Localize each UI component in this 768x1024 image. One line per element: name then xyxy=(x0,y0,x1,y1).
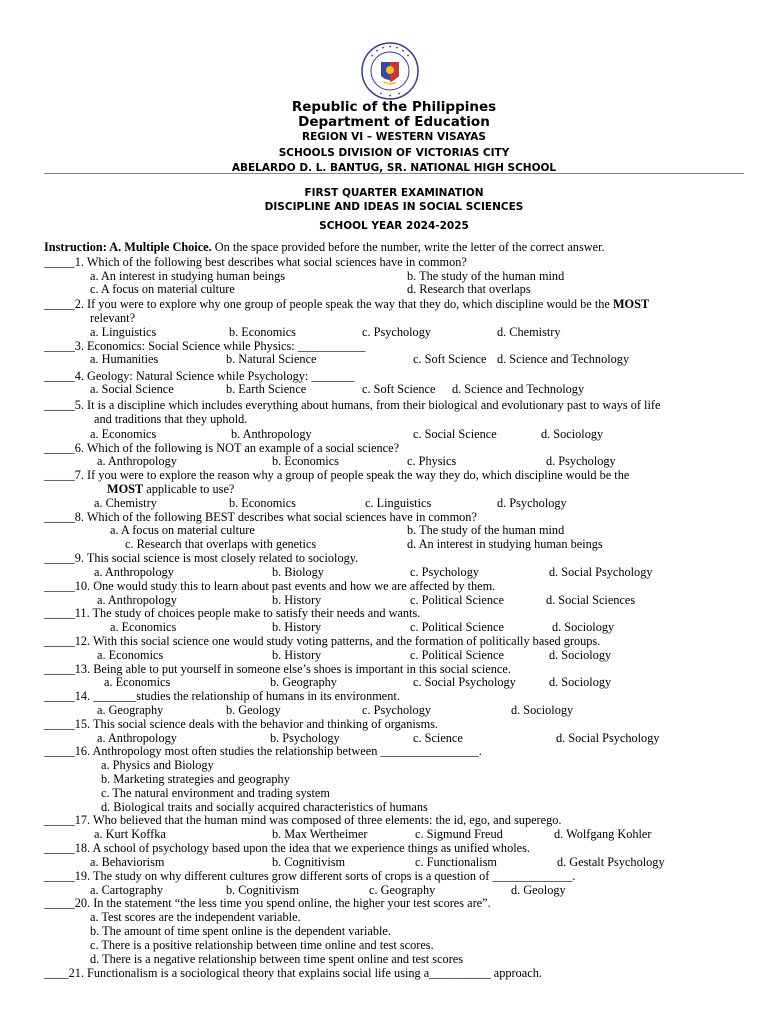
question-line xyxy=(44,398,660,412)
answer-choice xyxy=(272,565,324,579)
answer-choice xyxy=(365,496,431,510)
line-text: c. Political Science xyxy=(410,593,504,607)
answer-choice xyxy=(226,883,299,897)
line-text: _____11. The study of choices people make to satisfy their needs and wants. xyxy=(44,606,421,620)
line-text: _____10. One would study this to learn about past events and how we are affected by them. xyxy=(44,579,496,593)
answer-choice xyxy=(270,731,340,745)
answer-choice xyxy=(413,352,486,366)
answer-choice xyxy=(90,282,235,296)
question-line xyxy=(44,369,354,383)
answer-choice xyxy=(497,496,567,510)
line-text: b. History xyxy=(272,593,322,607)
line-text: _____1. Which of the following best describes what social sciences have in common? xyxy=(44,255,467,269)
line-text: b. Biology xyxy=(272,565,324,579)
answer-choice xyxy=(94,827,166,841)
answer-choice xyxy=(407,454,456,468)
line-text: d. Social Sciences xyxy=(546,593,636,607)
line-text: b. Geology xyxy=(226,703,281,717)
answer-choice xyxy=(272,855,345,869)
question-line xyxy=(44,966,542,980)
answer-choice xyxy=(101,800,428,814)
answer-choice xyxy=(413,427,497,441)
line-text: c. Sigmund Freud xyxy=(415,827,503,841)
line-text: _____6. Which of the following is NOT an example of a social science? xyxy=(44,441,400,455)
line-text: a. Chemistry xyxy=(94,496,157,510)
answer-choice xyxy=(272,593,321,607)
answer-choice xyxy=(407,269,564,283)
question-line xyxy=(44,468,629,482)
question-line xyxy=(44,606,420,620)
answer-choice xyxy=(90,910,301,924)
answer-choice xyxy=(90,311,135,325)
question-line xyxy=(44,339,365,353)
answer-choice xyxy=(231,427,312,441)
line-text: b. Economics xyxy=(229,325,296,339)
line-text: _____18. A school of psychology based upon the idea that we experience things as unified wholes. xyxy=(44,841,530,855)
line-text: c. A focus on material culture xyxy=(90,282,235,296)
answer-choice xyxy=(94,496,157,510)
answer-choice xyxy=(272,454,339,468)
line-text: _____15. This social science deals with the behavior and thinking of organisms. xyxy=(44,717,438,731)
line-text: c. Psychology xyxy=(410,565,479,579)
line-text: b. Geography xyxy=(270,675,337,689)
line-text: b. Cognitivism xyxy=(272,855,346,869)
question-line xyxy=(44,869,575,883)
answer-choice xyxy=(272,827,367,841)
answer-choice xyxy=(362,382,435,396)
question-line xyxy=(44,255,467,269)
line-text: _____9. This social science is most closely related to sociology. xyxy=(44,551,359,565)
answer-choice xyxy=(97,703,163,717)
line-text: _____12. With this social science one would study voting patterns, and the formation of politically based groups. xyxy=(44,634,601,648)
question-line xyxy=(44,841,530,855)
line-text: a. Kurt Koffka xyxy=(94,827,166,841)
line-text: a. Geography xyxy=(97,703,164,717)
answer-choice xyxy=(226,382,306,396)
line-text: _____17. Who believed that the human mind was composed of three elements: the id, ego, and superego. xyxy=(44,813,562,827)
answer-choice xyxy=(110,620,176,634)
line-text: _____16. Anthropology most often studies the relationship between ________________. xyxy=(44,744,482,758)
line-text: ____21. Functionalism is a sociological theory that explains social life using a__________ approach. xyxy=(44,966,542,980)
question-line xyxy=(44,510,477,524)
line-text: c. Soft Science xyxy=(362,382,436,396)
emphasis-text: MOST xyxy=(107,482,144,496)
answer-choice xyxy=(97,731,177,745)
line-text: d. Chemistry xyxy=(497,325,561,339)
answer-choice xyxy=(94,412,247,426)
line-text: b. Max Wertheimer xyxy=(272,827,368,841)
answer-choice xyxy=(104,675,170,689)
line-text: a. Anthropology xyxy=(97,731,177,745)
header-school: ABELARDO D. L. BANTUG, SR. NATIONAL HIGH SCHOOL xyxy=(231,162,557,174)
line-text: relevant? xyxy=(90,311,136,325)
answer-choice xyxy=(226,703,281,717)
answer-choice xyxy=(415,827,503,841)
question-line xyxy=(44,579,495,593)
answer-choice xyxy=(511,703,573,717)
answer-choice xyxy=(97,593,177,607)
line-text: c. Social Psychology xyxy=(413,675,516,689)
question-line xyxy=(44,297,649,311)
line-text: b. History xyxy=(272,620,322,634)
line-text: a. Anthropology xyxy=(94,565,174,579)
question-line xyxy=(44,813,561,827)
question-line xyxy=(44,744,482,758)
line-text: c. Political Science xyxy=(410,620,504,634)
line-text: _____14. _______studies the relationship of humans in its environment. xyxy=(44,689,400,703)
exam-title: FIRST QUARTER EXAMINATION xyxy=(304,187,484,199)
line-text: b. The study of the human mind xyxy=(407,269,565,283)
line-text: a. Economics xyxy=(90,427,157,441)
line-text: c. Functionalism xyxy=(415,855,497,869)
line-text: a. Linguistics xyxy=(90,325,157,339)
line-text: c. Science xyxy=(413,731,463,745)
line-text: c. Research that overlaps with genetics xyxy=(125,537,317,551)
answer-choice xyxy=(549,675,611,689)
line-text: b. Earth Science xyxy=(226,382,307,396)
line-text: b. The study of the human mind xyxy=(407,523,565,537)
answer-choice xyxy=(97,454,177,468)
line-text: _____7. If you were to explore the reason why a group of people speak the way they do, which discipline would be the xyxy=(44,468,630,482)
line-text: a. Physics and Biology xyxy=(101,758,214,772)
question-line xyxy=(44,717,438,731)
line-text: d. Science and Technology xyxy=(497,352,630,366)
line-text: b. The amount of time spent online is the dependent variable. xyxy=(90,924,391,938)
answer-choice xyxy=(549,648,611,662)
question-line xyxy=(44,551,358,565)
line-text: a. Behaviorism xyxy=(90,855,165,869)
instruction xyxy=(44,240,605,254)
answer-choice xyxy=(410,565,479,579)
line-text: d. Psychology xyxy=(546,454,616,468)
answer-choice xyxy=(90,427,156,441)
answer-choice xyxy=(549,565,653,579)
answer-choice xyxy=(452,382,584,396)
line-text: d. Sociology xyxy=(541,427,604,441)
line-text: b. Marketing strategies and geography xyxy=(101,772,290,786)
line-text: d. An interest in studying human beings xyxy=(407,537,603,551)
line-text: b. Economics xyxy=(229,496,296,510)
line-text: d. There is a negative relationship between time spent online and test scores xyxy=(90,952,464,966)
answer-choice xyxy=(541,427,603,441)
answer-choice xyxy=(407,282,531,296)
exam-subject: DISCIPLINE AND IDEAS IN SOCIAL SCIENCES xyxy=(264,201,524,213)
answer-choice xyxy=(125,537,316,551)
answer-choice xyxy=(362,325,431,339)
line-text: a. A focus on material culture xyxy=(110,523,255,537)
answer-choice xyxy=(554,827,651,841)
answer-choice xyxy=(270,675,337,689)
answer-choice xyxy=(413,731,463,745)
line-text: d. Wolfgang Kohler xyxy=(554,827,652,841)
line-text: c. Political Science xyxy=(410,648,504,662)
answer-choice xyxy=(90,382,174,396)
answer-choice xyxy=(107,482,234,496)
line-text: d. Biological traits and socially acquired characteristics of humans xyxy=(101,800,428,814)
answer-choice xyxy=(90,938,434,952)
line-text-continued: applicable to use? xyxy=(143,482,235,496)
answer-choice xyxy=(557,855,665,869)
question-line xyxy=(44,689,400,703)
answer-choice xyxy=(101,786,330,800)
line-text: _____3. Economics: Social Science while Physics: ___________ xyxy=(44,339,366,353)
answer-choice xyxy=(497,325,561,339)
line-text: b. History xyxy=(272,648,322,662)
line-text: _____13. Being able to put yourself in someone else’s shoes is important in this social science. xyxy=(44,662,511,676)
answer-choice xyxy=(226,352,316,366)
answer-choice xyxy=(101,772,290,786)
answer-choice xyxy=(410,620,504,634)
answer-choice xyxy=(546,454,616,468)
line-text: a. Test scores are the independent variable. xyxy=(90,910,301,924)
line-text: c. There is a positive relationship between time online and test scores. xyxy=(90,938,434,952)
line-text: c. Soft Science xyxy=(413,352,487,366)
answer-choice xyxy=(546,593,635,607)
answer-choice xyxy=(369,883,435,897)
line-text: d. Sociology xyxy=(549,648,612,662)
line-text: b. Cognitivism xyxy=(226,883,300,897)
answer-choice xyxy=(90,325,156,339)
answer-choice xyxy=(272,648,321,662)
answer-choice xyxy=(97,648,163,662)
line-text: b. Psychology xyxy=(270,731,340,745)
question-line xyxy=(44,634,600,648)
exam-school-year: SCHOOL YEAR 2024-2025 xyxy=(319,220,469,232)
header-region: REGION VI – WESTERN VISAYAS xyxy=(302,131,486,143)
answer-choice xyxy=(229,325,296,339)
line-text: a. Humanities xyxy=(90,352,159,366)
answer-choice xyxy=(407,537,603,551)
line-text: _____19. The study on why different cultures grow different sorts of crops is a question of _____________. xyxy=(44,869,576,883)
line-text: _____8. Which of the following BEST describes what social sciences have in common? xyxy=(44,510,477,524)
line-text: a. Economics xyxy=(104,675,171,689)
line-text: a. Economics xyxy=(110,620,177,634)
line-text: d. Sociology xyxy=(511,703,574,717)
line-text: _____5. It is a discipline which includes everything about humans, from their biological and evolutionary past to ways of life xyxy=(44,398,661,412)
answer-choice xyxy=(90,352,158,366)
answer-choice xyxy=(90,924,391,938)
line-text: d. Research that overlaps xyxy=(407,282,531,296)
question-line xyxy=(44,662,511,676)
line-text: c. Psychology xyxy=(362,325,431,339)
line-text: _____20. In the statement “the less time you spend online, the higher your test scores are”. xyxy=(44,896,491,910)
line-text: b. Anthropology xyxy=(231,427,312,441)
deped-seal-logo xyxy=(361,42,419,100)
answer-choice xyxy=(90,883,163,897)
line-text: b. Natural Science xyxy=(226,352,317,366)
answer-choice xyxy=(94,565,174,579)
header-department: Department of Education xyxy=(298,114,490,130)
line-text: a. Cartography xyxy=(90,883,164,897)
answer-choice xyxy=(413,675,516,689)
answer-choice xyxy=(407,523,564,537)
line-text: c. Social Science xyxy=(413,427,497,441)
answer-choice xyxy=(272,620,321,634)
line-text: d. Geology xyxy=(511,883,566,897)
line-text: d. Sociology xyxy=(552,620,615,634)
header-divider xyxy=(44,173,744,174)
line-text: and traditions that they uphold. xyxy=(94,412,248,426)
line-text: d. Science and Technology xyxy=(452,382,585,396)
answer-choice xyxy=(362,703,431,717)
header-republic: Republic of the Philippines xyxy=(291,99,497,115)
line-text: a. Social Science xyxy=(90,382,174,396)
answer-choice xyxy=(90,855,164,869)
instruction-label: Instruction: A. Multiple Choice. xyxy=(44,240,212,254)
line-text: c. Geography xyxy=(369,883,436,897)
line-text: c. Linguistics xyxy=(365,496,432,510)
line-text: a. Anthropology xyxy=(97,593,177,607)
answer-choice xyxy=(415,855,497,869)
line-text: d. Psychology xyxy=(497,496,567,510)
question-line xyxy=(44,441,399,455)
line-text: _____2. If you were to explore why one group of people speak the way that they do, which discipline would be the xyxy=(44,297,613,311)
answer-choice xyxy=(410,593,504,607)
instruction-text: On the space provided before the number, write the letter of the correct answer. xyxy=(211,240,605,254)
answer-choice xyxy=(511,883,566,897)
line-text: c. Physics xyxy=(407,454,457,468)
line-text: d. Gestalt Psychology xyxy=(557,855,665,869)
line-text: c. Psychology xyxy=(362,703,431,717)
line-text: b. Economics xyxy=(272,454,339,468)
answer-choice xyxy=(90,269,285,283)
answer-choice xyxy=(552,620,614,634)
answer-choice xyxy=(497,352,629,366)
question-line xyxy=(44,896,491,910)
line-text: a. Anthropology xyxy=(97,454,177,468)
answer-choice xyxy=(410,648,504,662)
answer-choice xyxy=(556,731,660,745)
line-text: d. Social Psychology xyxy=(549,565,653,579)
line-text: _____4. Geology: Natural Science while Psychology: _______ xyxy=(44,369,355,383)
line-text: d. Social Psychology xyxy=(556,731,660,745)
answer-choice xyxy=(229,496,296,510)
line-text: a. An interest in studying human beings xyxy=(90,269,286,283)
answer-choice xyxy=(110,523,255,537)
line-text: c. The natural environment and trading system xyxy=(101,786,330,800)
emphasis-text: MOST xyxy=(612,297,650,311)
answer-choice xyxy=(101,758,214,772)
header-division: SCHOOLS DIVISION OF VICTORIAS CITY xyxy=(278,147,510,159)
line-text: d. Sociology xyxy=(549,675,612,689)
answer-choice xyxy=(90,952,463,966)
line-text: a. Economics xyxy=(97,648,164,662)
